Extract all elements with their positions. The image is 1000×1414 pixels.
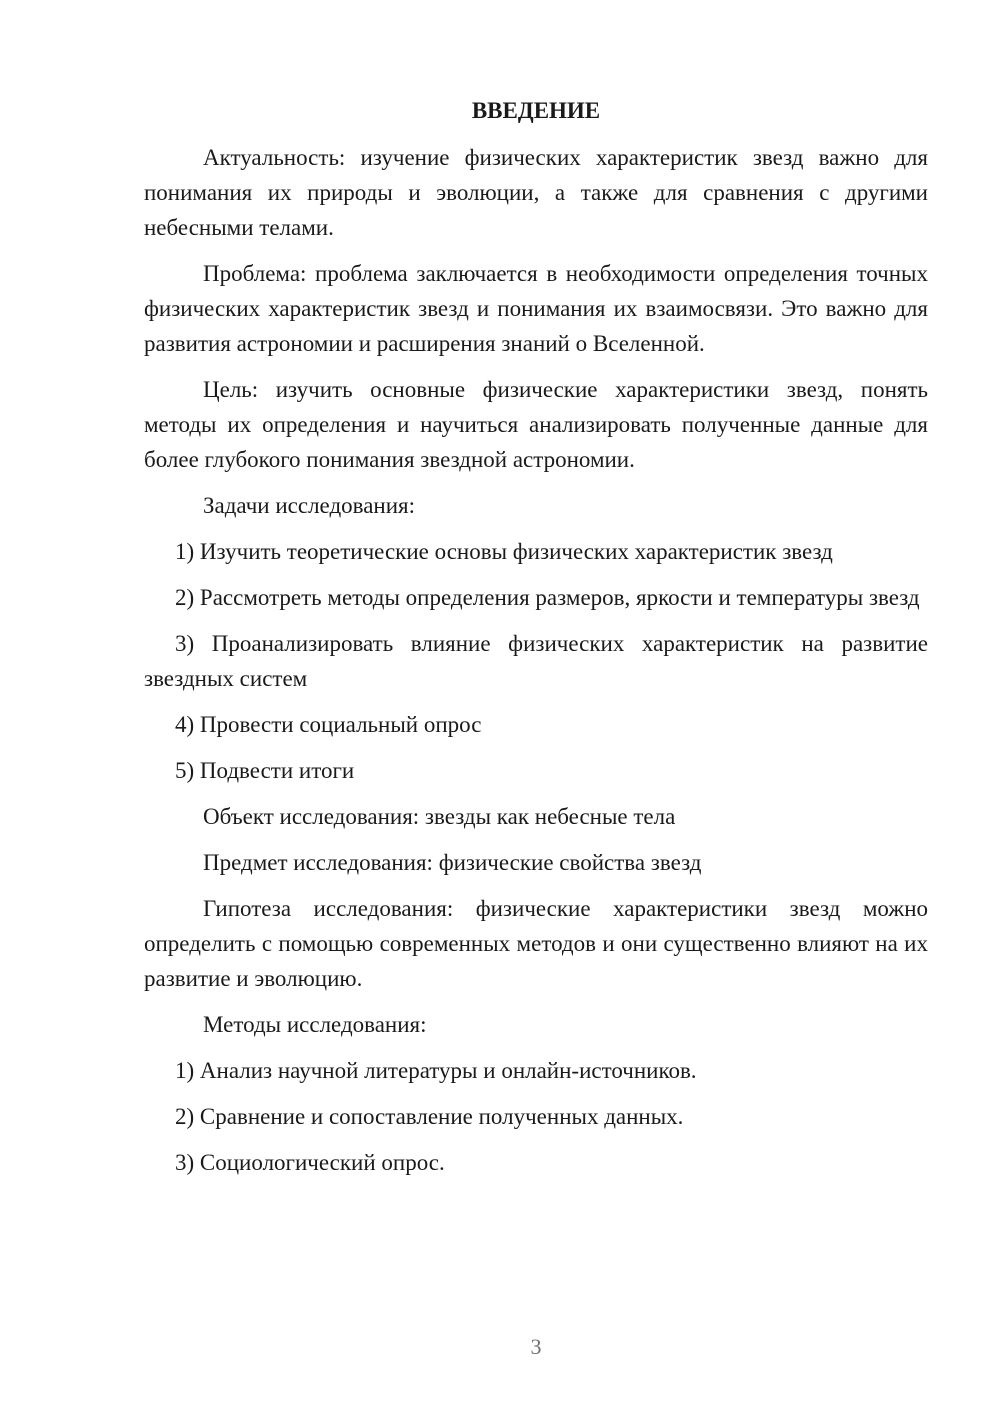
- object-paragraph: Объект исследования: звезды как небесные тела: [203, 804, 676, 829]
- relevance-paragraph: Актуальность: изучение физических характеристик звезд важно для понимания их природы и эволюции, а также для сравнения с другими небесными телами.: [144, 145, 928, 240]
- goal-paragraph: Цель: изучить основные физические характеристики звезд, понять методы их определения и научиться анализировать полученные данные для более глубокого понимания звездной астрономии.: [144, 377, 928, 472]
- task-item: 1) Изучить теоретические основы физических характеристик звезд: [175, 539, 833, 564]
- task-item: 2) Рассмотреть методы определения размеров, яркости и температуры звезд: [175, 585, 920, 610]
- tasks-heading: Задачи исследования:: [203, 493, 416, 518]
- method-item: 1) Анализ научной литературы и онлайн-источников.: [175, 1058, 697, 1083]
- task-item: 5) Подвести итоги: [175, 758, 355, 783]
- method-item: 2) Сравнение и сопоставление полученных данных.: [175, 1104, 684, 1129]
- task-item: 4) Провести социальный опрос: [175, 712, 482, 737]
- problem-paragraph: Проблема: проблема заключается в необходимости определения точных физических характеристик звезд и понимания их взаимосвязи. Это важно для развития астрономии и расширения знаний о Вселенной.: [144, 261, 928, 356]
- method-item: 3) Социологический опрос.: [175, 1150, 445, 1175]
- tasks-list: [144, 534, 928, 788]
- subject-paragraph: Предмет исследования: физические свойства звезд: [203, 850, 702, 875]
- methods-heading: Методы исследования:: [203, 1012, 427, 1037]
- task-item: 3) Проанализировать влияние физических характеристик на развитие звездных систем: [144, 631, 928, 691]
- hypothesis-paragraph: Гипотеза исследования: физические характеристики звезд можно определить с помощью современных методов и они существенно влияют на их развитие и эволюцию.: [144, 896, 928, 991]
- page-title: ВВЕДЕНИЕ: [471, 98, 601, 123]
- methods-list: [144, 1053, 928, 1180]
- document-page: [144, 96, 928, 1191]
- page-number: 3: [530, 1334, 542, 1359]
